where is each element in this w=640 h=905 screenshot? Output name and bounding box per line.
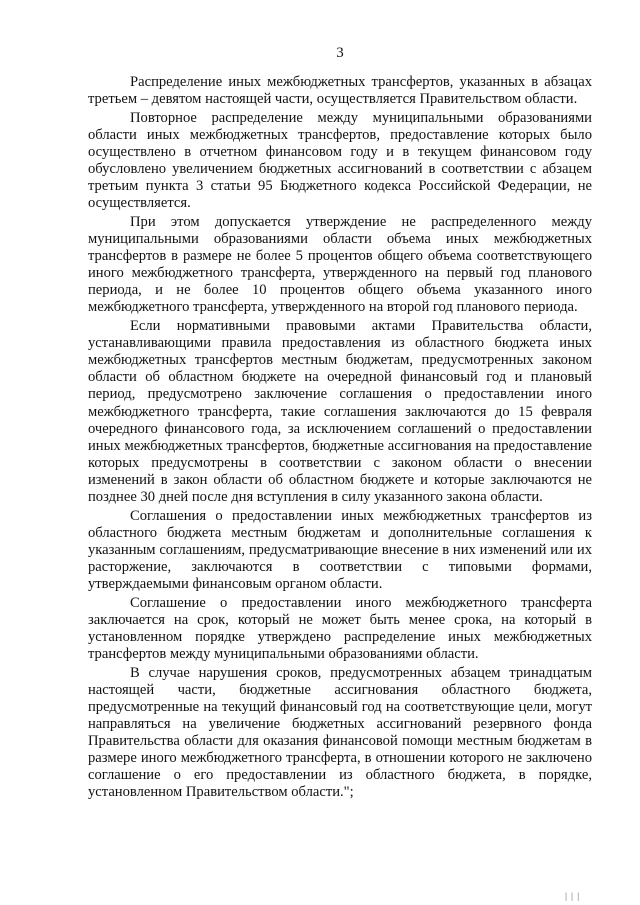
paragraph-1: Распределение иных межбюджетных трансфертов, указанных в абзацах третьем – девятом настоящей части, осуществляется Правительством области. — [88, 74, 592, 108]
paragraph-3: При этом допускается утверждение не распределенного между муниципальными образованиями области объема иных межбюджетных трансфертов в размере не более 5 процентов общего объема соответствующего иного межбюджетного трансферта, утвержденного на первый год планового периода, и не более 10 процентов общего объема указанного иного межбюджетного трансферта, утвержденного на второй год планового периода. — [88, 213, 592, 316]
paragraph-4: Если нормативными правовыми актами Правительства области, устанавливающими правила предоставления из областного бюджета иных межбюджетных трансфертов местным бюджетам, предусмотренных законом области об областном бюджете на очередной финансовый год и плановый период, предусмотрено заключение соглашения о предоставлении иного межбюджетного трансферта, такие соглашения заключаются до 15 февраля очередного финансового года, за исключением соглашений о предоставлении иных межбюджетных трансфертов, бюджетные ассигнования на предоставление которых предусмотрены в соответствии с законом области о внесении изменений в закон области об областном бюджете и которые заключаются не позднее 30 дней после дня вступления в силу указанного закона области. — [88, 318, 592, 506]
footer-mark: | | | — [565, 891, 580, 901]
paragraph-2: Повторное распределение между муниципальными образованиями области иных межбюджетных трансфертов, предоставление которых было осуществлено в отчетном финансовом году и в текущем финансовом году обусловлено увеличением бюджетных ассигнований в соответствии с абзацем третьим пункта 3 статьи 95 Бюджетного кодекса Российской Федерации, не осуществляется. — [88, 109, 592, 212]
paragraph-5: Соглашения о предоставлении иных межбюджетных трансфертов из областного бюджета местным бюджетам и дополнительные соглашения к указанным соглашениям, предусматривающие внесение в них изменений или их расторжение, заключаются в соответствии с типовыми формами, утверждаемыми финансовым органом области. — [88, 507, 592, 593]
paragraph-7: В случае нарушения сроков, предусмотренных абзацем тринадцатым настоящей части, бюджетные ассигнования областного бюджета, предусмотренные на текущий финансовый год на соответствующие цели, могут направляться на увеличение бюджетных ассигнований резервного фонда Правительства области для оказания финансовой помощи местным бюджетам в размере иного межбюджетного трансферта, в отношении которого не заключено соглашение о его предоставлении из областного бюджета, в порядке, установленном Правительством области."; — [88, 664, 592, 801]
paragraph-6: Соглашение о предоставлении иного межбюджетного трансферта заключается на срок, который не может быть менее срока, на который в установленном порядке утверждено распределение иных межбюджетных трансфертов между муниципальными образованиями области. — [88, 594, 592, 663]
document-body — [88, 74, 592, 803]
page-number: 3 — [336, 45, 344, 61]
